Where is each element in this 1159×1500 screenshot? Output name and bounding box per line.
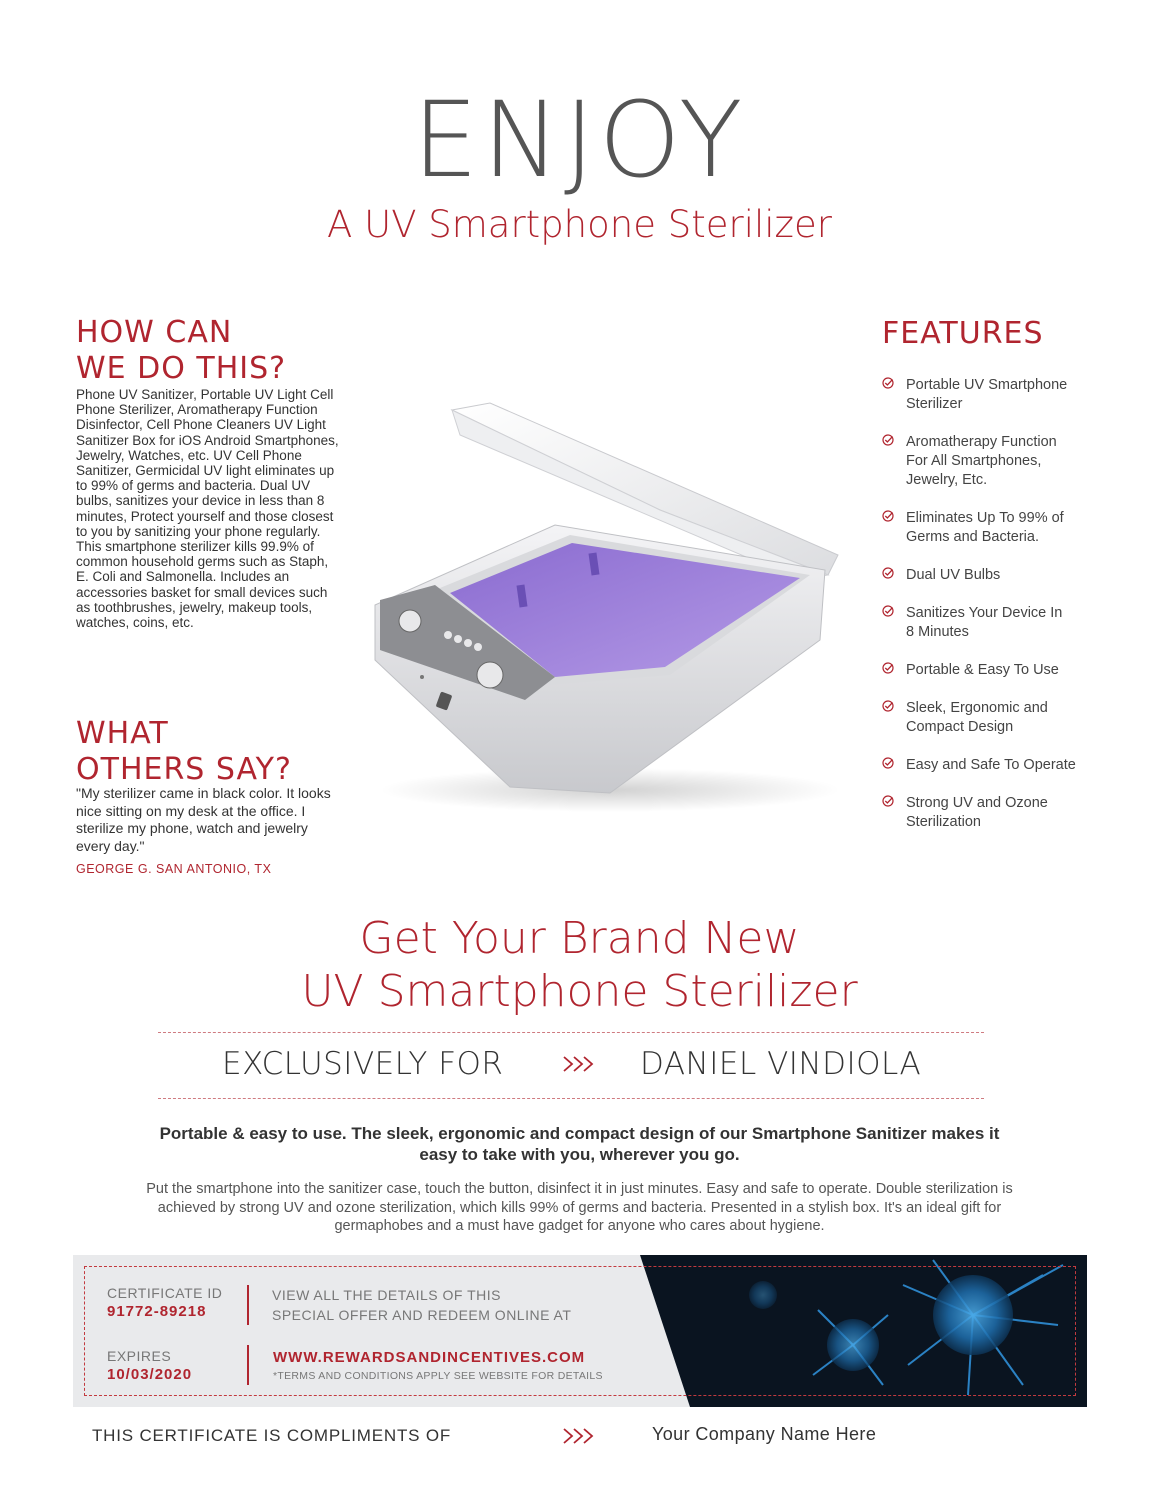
others-heading-line2: OTHERS SAY? <box>76 752 292 787</box>
triple-chevron-right-icon <box>562 1426 596 1446</box>
feature-item <box>882 433 1122 490</box>
feature-text-line2: For All Smartphones, <box>906 453 1042 469</box>
separator-bar <box>247 1285 249 1325</box>
view-details-line1: VIEW ALL THE DETAILS OF THIS <box>272 1287 501 1303</box>
feature-item <box>882 509 1122 547</box>
view-details-line2: SPECIAL OFFER AND REDEEM ONLINE AT <box>272 1307 572 1323</box>
feature-text-line1: Strong UV and Ozone <box>906 795 1048 811</box>
hero-subtitle: A UV Smartphone Sterilizer <box>327 203 832 246</box>
feature-item <box>882 661 1122 680</box>
lead-text: Portable & easy to use. The sleek, ergonomic and compact design of our Smartphone Sanitizer makes it easy to take with you, wherever you go. <box>159 1124 1000 1164</box>
feature-text-line2: 8 Minutes <box>906 624 969 640</box>
check-circle-icon <box>882 795 894 807</box>
feature-text-line1: Aromatherapy Function <box>906 434 1057 450</box>
testimonial-quote: "My sterilizer came in black color. It looks nice sitting on my desk at the office. I sterilize my phone, watch and jewelry every day." <box>76 785 331 854</box>
feature-text-line1: Sleek, Ergonomic and <box>906 700 1048 716</box>
certificate-id-value: 91772-89218 <box>107 1303 207 1320</box>
feature-text-line2: Sterilization <box>906 814 981 830</box>
check-circle-icon <box>882 605 894 617</box>
features-heading: FEATURES <box>882 316 1044 351</box>
certificate-panel <box>73 1255 1087 1407</box>
divider-top <box>158 1032 984 1033</box>
check-circle-icon <box>882 700 894 712</box>
feature-text-line1: Portable UV Smartphone <box>906 377 1068 393</box>
redeem-url-link[interactable]: WWW.REWARDSANDINCENTIVES.COM <box>273 1349 586 1366</box>
others-heading <box>76 716 376 788</box>
feature-item <box>882 756 1122 775</box>
feature-item <box>882 376 1122 414</box>
features-list <box>882 376 1122 832</box>
feature-item <box>882 566 1122 585</box>
feature-text-line2: Germs and Bacteria. <box>906 529 1039 545</box>
feature-text-line1: Easy and Safe To Operate <box>906 757 1076 773</box>
expires-label: EXPIRES <box>107 1348 172 1364</box>
blurb-text: Put the smartphone into the sanitizer case, touch the button, disinfect it in just minutes. Easy and safe to operate. Double sterilization is achieved by strong UV and ozone sterilization, which kills 99% of germs and bacteria. Presented in a stylish box. It's an ideal gift for germaphobes and a must have gadget for anyone who cares about hygiene. <box>146 1181 1013 1234</box>
offer-title <box>0 912 1159 1018</box>
expires-value: 10/03/2020 <box>107 1366 193 1383</box>
feature-text-line2: Sterilizer <box>906 396 963 412</box>
offer-title-line1: Get Your Brand New <box>359 913 800 964</box>
feature-text-line1: Eliminates Up To 99% of <box>906 510 1064 526</box>
feature-text-line1: Sanitizes Your Device In <box>906 605 1063 621</box>
check-circle-icon <box>882 510 894 522</box>
how-heading-line1: HOW CAN <box>76 315 233 350</box>
others-heading-line1: WHAT <box>76 716 169 751</box>
company-name: Your Company Name Here <box>652 1424 877 1444</box>
check-circle-icon <box>882 434 894 446</box>
how-heading-line2: WE DO THIS? <box>76 351 287 386</box>
recipient-name: DANIEL VINDIOLA <box>640 1046 922 1082</box>
how-body: Phone UV Sanitizer, Portable UV Light Cell Phone Sterilizer, Aromatherapy Function Disinfector, Cell Phone Cleaners UV Light Sanitizer Box for iOS Android Smartphones, Jewelry, Watches, etc. UV Cell Phone Sanitizer, Germicidal UV light eliminates up to 99% of germs and bacteria. Dual UV bulbs, sanitizes your device in less than 8 minutes, Protect yourself and those closest to you by sanitizing your phone regularly. This smartphone sterilizer kills 99.9% of common household germs such as Staph, E. Coli and Salmonella. Includes an accessories basket for small devices such as toothbrushes, jewelry, makeup tools, watches, coins, etc. <box>76 387 339 631</box>
check-circle-icon <box>882 662 894 674</box>
exclusive-label: EXCLUSIVELY FOR <box>222 1046 504 1082</box>
check-circle-icon <box>882 567 894 579</box>
feature-item <box>882 794 1122 832</box>
feature-text-line2: Compact Design <box>906 719 1014 735</box>
testimonial-author: GEORGE G. SAN ANTONIO, TX <box>76 862 272 876</box>
feature-item <box>882 699 1122 737</box>
offer-title-line2: UV Smartphone Sterilizer <box>301 966 858 1017</box>
triple-chevron-right-icon <box>562 1053 596 1075</box>
feature-text-line3: Jewelry, Etc. <box>906 472 988 488</box>
feature-item <box>882 604 1122 642</box>
check-circle-icon <box>882 757 894 769</box>
view-details-text <box>272 1285 612 1325</box>
how-heading <box>76 315 376 387</box>
feature-text-line1: Portable & Easy To Use <box>906 662 1059 678</box>
divider-bottom <box>158 1098 984 1099</box>
terms-text: *TERMS AND CONDITIONS APPLY SEE WEBSITE FOR DETAILS <box>273 1370 603 1382</box>
hero-title: ENJOY <box>412 79 747 201</box>
certificate-id-label: CERTIFICATE ID <box>107 1285 223 1301</box>
compliments-label: THIS CERTIFICATE IS COMPLIMENTS OF <box>92 1426 452 1445</box>
feature-text-line1: Dual UV Bulbs <box>906 567 1001 583</box>
check-circle-icon <box>882 377 894 389</box>
separator-bar <box>247 1345 249 1385</box>
sterilizer-product-image <box>360 395 840 815</box>
